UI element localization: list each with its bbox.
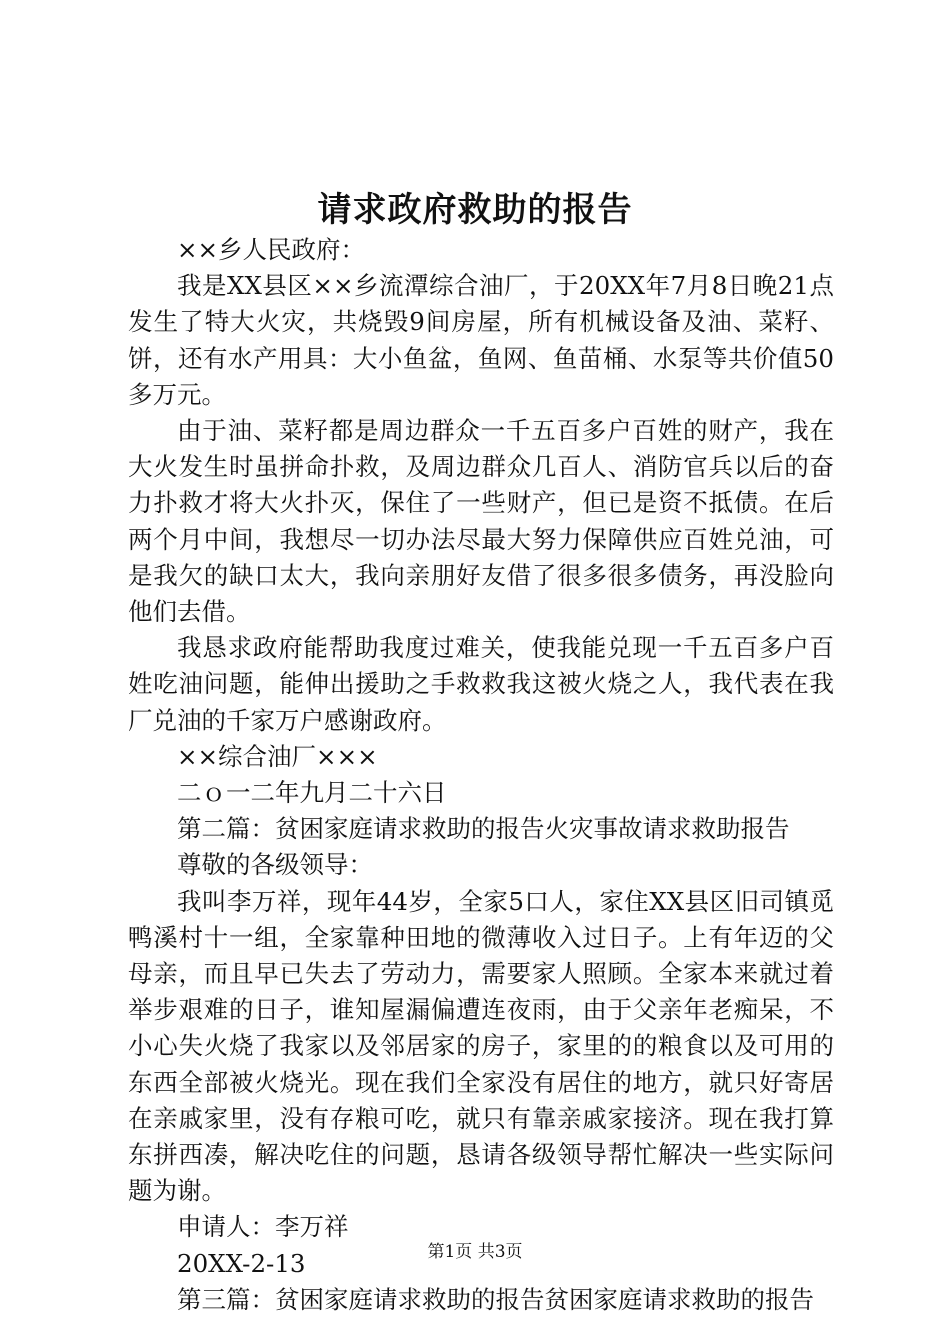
applicant-line: 申请人：李万祥 xyxy=(177,1212,349,1242)
section-heading: 第二篇：贫困家庭请求救助的报告火灾事故请求救助报告 xyxy=(177,814,790,844)
salutation: ××乡人民政府： xyxy=(177,235,366,264)
page-number: 第1页 共3页 xyxy=(427,1242,523,1262)
body-paragraph: 我是XX县区××乡流潭综合油厂，于20XX年7月8日晚21点发生了特大火灾，共烧毁9间房屋，所有机械设备及油、菜籽、饼，还有水产用具：大小鱼盆，鱼网、鱼苗桶、水泵等共价值50多万元。 xyxy=(128,271,834,409)
date-line: 20XX-2-13 xyxy=(177,1248,306,1278)
date-line: 二ｏ一二年九月二十六日 xyxy=(177,778,447,808)
body-paragraph: 我恳求政府能帮助我度过难关，使我能兑现一千五百多户百姓吃油问题，能伸出援助之手救救我这被火烧之人，我代表在我厂兑油的千家万户感谢政府。 xyxy=(128,633,834,735)
salutation: 尊敬的各级领导： xyxy=(177,850,373,880)
document-body xyxy=(128,232,834,1318)
signature: ××综合油厂××× xyxy=(177,741,378,771)
section-heading: 第三篇：贫困家庭请求救助的报告贫困家庭请求救助的报告 xyxy=(177,1284,814,1314)
body-paragraph: 由于油、菜籽都是周边群众一千五百多户百姓的财产，我在大火发生时虽拼命扑救，及周边群众几百人、消防官兵以后的奋力扑救才将大火扑灭，保住了一些财产，但已是资不抵债。在后两个月中间，我想尽一切办法尽最大努力保障供应百姓兑油，可是我欠的缺口太大，我向亲朋好友借了很多很多债务，再没脸向他们去借。 xyxy=(128,416,834,627)
body-paragraph: 我叫李万祥，现年44岁，全家5口人，家住XX县区旧司镇觅鸭溪村十一组，全家靠种田地的微薄收入过日子。上有年迈的父母亲，而且早已失去了劳动力，需要家人照顾。全家本来就过着举步艰难的日子，谁知屋漏偏遭连夜雨，由于父亲年老痴呆，不小心失火烧了我家以及邻居家的房子，家里的的粮食以及可用的东西全部被火烧光。现在我们全家没有居住的地方，就只好寄居在亲戚家里，没有存粮可吃，就只有靠亲戚家接济。现在我打算东拼西凑，解决吃住的问题，恳请各级领导帮忙解决一些实际问题为谢。 xyxy=(128,886,834,1206)
document-title: 请求政府救助的报告 xyxy=(317,190,633,230)
